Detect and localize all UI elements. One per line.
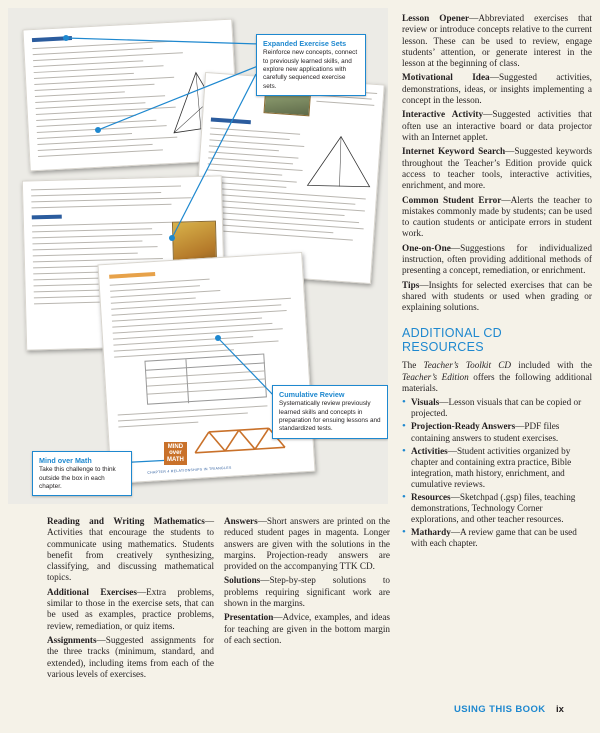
callout-dot [63,35,69,41]
callout-text: Systematically review previously learned skills and concepts in preparation for ensuing lessons and standardized tests. [279,400,381,433]
description: —Alerts the teacher to mistakes commonly made by students; can be used to caution students or anticipate errors in student work. [402,195,592,240]
cd-resource-list [402,397,592,549]
description: —Advice, examples, and ideas for teaching are given in the bottom margin of each section. [224,612,390,645]
description: —PDF files containing answers to student exercises. [411,421,560,443]
description: —Activities that encourage the students to communicate using mathematics. Students benefit from creatively synthesizing, classifying, and discussing mathematical topics. [47,516,214,583]
feature-item [402,147,592,192]
feature-item [224,516,390,572]
description: —Abbreviated exercises that review or introduce concepts relative to the current lesson. These can be used to review, engage students’ attention, or generate interest in the lesson at the beginning of class. [402,14,592,69]
heading-line: ADDITIONAL CD [402,326,502,341]
description: —Extra problems, similar to those in the exercise sets, that can be used as examples, practice problems, review, remediation, or quiz items. [47,586,214,631]
cd-resource-item [402,492,592,525]
description: —Suggested activities that often use an interactive board or data projector with an Internet applet. [402,110,592,143]
term: Solutions [224,575,261,586]
callout-title: Mind over Math [39,456,92,465]
term: Tips [402,280,420,291]
page-footer [0,702,600,722]
mind-over-math-badge: MIND over MATH [164,442,187,465]
heading-line: RESOURCES [402,340,484,355]
feature-item [402,281,592,315]
cd-resources-heading [402,326,592,354]
term: Projection-Ready Answers [411,421,516,432]
section-title: USING THIS BOOK [454,704,546,715]
term: Resources [411,492,451,503]
term: Internet Keyword Search [402,147,506,158]
term: Interactive Activity [402,110,484,121]
term: Reading and Writing Mathematics [47,516,205,526]
callout-title: Cumulative Review [279,390,345,399]
description: —Suggested assignments for the three tracks (minimum, standard, and extended), including items from each of the various levels of exercises. [47,634,214,679]
callout-dot [95,127,101,133]
cd-resource-item [402,446,592,490]
term: Common Student Error [402,195,502,206]
description: —Student activities organized by chapter and containing extra practice, Bible integration, math history, enrichment, and cumulative reviews. [411,445,572,489]
description: —A review game that can be used with each chapter. [411,527,577,549]
cd-resource-item [402,397,592,419]
cd-intro: The Teacher’s Toolkit CD included with the Teacher’s Edition offers the following additional materials. [402,360,593,393]
term: One-on-One [402,243,451,254]
term: Visuals [411,397,440,408]
feature-item [402,244,592,278]
callout-expanded-exercise-sets [256,34,366,96]
term: Answers [224,516,258,526]
callout-dot [215,335,221,341]
term: Lesson Opener [402,14,470,24]
feature-item [224,612,390,646]
description: —Step-by-step solutions to problems requiring significant work are shown in the margins. [224,575,390,609]
feature-item [402,110,592,144]
feature-item [47,635,214,680]
feature-item [47,516,214,584]
callout-text: Take this challenge to think outside the box in each chapter. [39,466,116,491]
feature-item [47,587,214,632]
cd-resource-item [402,527,592,549]
feature-item [224,575,390,609]
description: —Short answers are printed on the reduced student pages in magenta. Longer answers are given with the solutions in the margins. Projection-ready answers are provided on the accompanying TTK CD. [224,516,390,572]
bottom-middle-column [224,516,390,649]
callout-dot [169,235,175,241]
callout-text: Reinforce new concepts, connect to previously learned skills, and explore new applications with carefully sequenced exercise sets. [263,49,358,90]
description: —Lesson visuals that can be copied or projected. [411,397,582,419]
term: Activities [411,445,448,456]
reduced-page-footer: CHAPTER 4 RELATIONSHIPS IN TRIANGLES [147,465,232,475]
callout-title: Expanded Exercise Sets [263,39,347,48]
term: Additional Exercises [47,586,137,597]
description: —Suggested activities, demonstrations, ideas, or insights implementing a concept in the lesson. [402,73,592,106]
cd-resource-item [402,421,592,443]
callout-mind-over-math [32,451,132,496]
description: —Sketchpad (.gsp) files, teaching demonstrations, Technology Corner explorations, and other teacher resources. [411,492,576,525]
feature-item [402,14,592,70]
feature-item [402,196,592,241]
student-pages-illustration [8,8,388,504]
description: —Suggested keywords throughout the Teacher’s Edition provide quick access to teacher tools, interactive activities, enrichment, and more. [402,147,592,192]
page-number: ix [556,704,564,715]
term: Presentation [224,612,274,623]
callout-cumulative-review [272,385,388,439]
description: —Suggestions for individualized instruction, often providing additional methods of presenting a concept, remediation, or enrichment. [402,243,592,277]
description: —Insights for selected exercises that can be shared with students or used when grading or explaining solutions. [402,280,592,314]
right-column [402,14,592,551]
term: Assignments [47,634,97,645]
feature-list [402,14,592,314]
bottom-left-column [47,516,214,683]
feature-item [402,73,592,107]
term: Motivational Idea [402,73,490,84]
term: Mathardy [411,527,451,538]
